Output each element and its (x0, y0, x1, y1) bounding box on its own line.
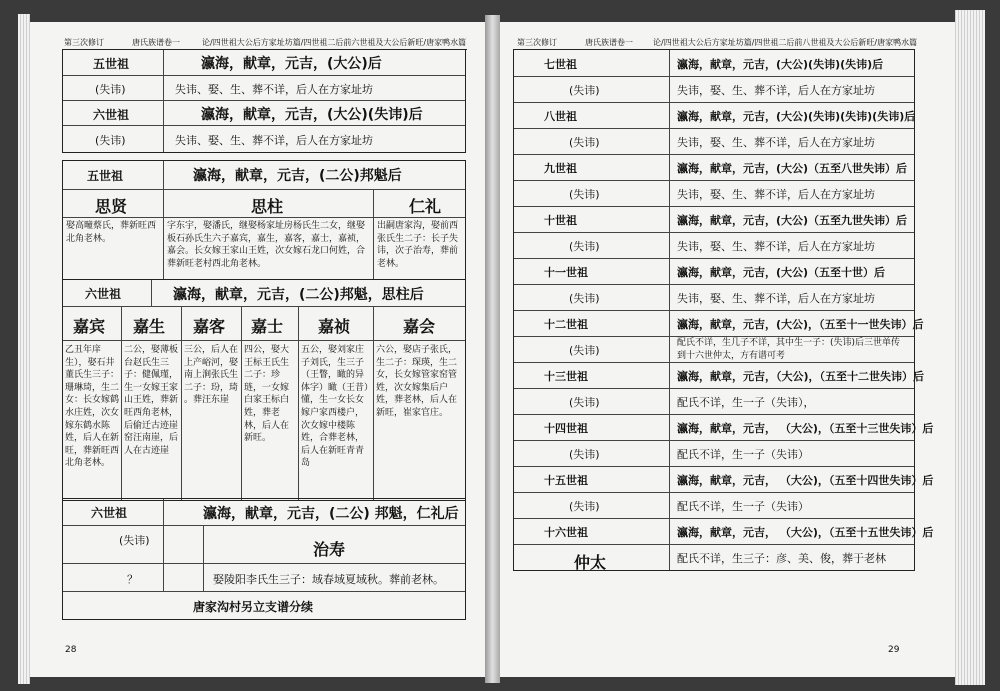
generation-label: 六世祖 (85, 287, 122, 301)
ancestor-name: (失讳) (569, 448, 600, 461)
lineage-text: 瀛海，献章，元吉，(大公)后 (201, 56, 382, 72)
ancestor-name: 嘉士 (251, 317, 284, 336)
ancestor-description: 六公，娶店子张氏，生二子：琛瑛，生二女，长女嫁管家窑管姓，次女嫁集后户姓，葬老林，后人在新旺，崔家官庄。 (376, 345, 458, 418)
ancestor-name: (失讳) (119, 534, 150, 547)
lineage-text: 瀛海，献章，元吉，(大公)(失讳)后 (201, 107, 423, 123)
ancestor-name: (失讳) (569, 396, 600, 409)
generation-table-3 (62, 279, 466, 501)
lineage-text: 瀛海，献章，元吉，(大公)（五至八世失讳）后 (677, 162, 908, 175)
ancestor-note: 配氏不详，生一子（失讳）， (677, 396, 815, 409)
ancestor-note: 失讳，娶、生、葬不详，后人在方家址坊 (677, 292, 875, 305)
ancestor-name: (失讳) (569, 500, 600, 513)
generation-label: 十四世祖 (544, 422, 588, 435)
generation-label: 十一世祖 (544, 266, 588, 279)
generation-label: 六世祖 (93, 108, 130, 122)
ancestor-note: 配氏不详，生几子不详，其中生一子：(失讳)后三世单传到十六世仲太，方有谱可考 (677, 338, 901, 361)
ancestor-description: 五公，娶刘家庄子刘氏，生三子（王瞥，瞰的异体字）瞰（王昔）懂，生一女长女嫁户家西楼户，次女嫁中楼陈姓，合葬老林，后人在新旺青青岛 (301, 345, 369, 469)
ancestor-name: 嘉会 (403, 317, 436, 336)
ancestor-description: 乙丑年庠生），娶石井董氏生三子：珊琳琦，生二女：长女嫁鹤水庄姓，次女嫁东鹤水陈姓，后人在新旺，葬新旺西北角老林。 (65, 345, 120, 469)
ancestor-note: 失讳，娶、生、葬不详，后人在方家址坊 (677, 188, 875, 201)
ancestor-description: 四公，娶大王标王氏生二子：珍琏，一女嫁白家王标白姓，葬老林，后人在新旺。 (244, 345, 290, 444)
branch-note: 唐家沟村另立支谱分续 (193, 600, 314, 614)
generation-label: 五世祖 (87, 169, 124, 183)
ancestor-name: 思柱 (251, 197, 284, 216)
ancestor-name: (失讳) (569, 136, 600, 149)
ancestor-description: 字东宇，娶潘氏，继娶杨家址房杨氏生二女，继娶板石孙氏生六子嘉宾，嘉生，嘉客，嘉士，嘉祯，嘉会。长女嫁王家山王姓，次女嫁石龙口何姓，合葬新旺老村西北角老林。 (167, 221, 366, 269)
page-stack-right (955, 10, 985, 685)
lineage-text: 瀛海，献章，元吉，(大公)（五至十世）后 (677, 266, 886, 279)
header-volume: 唐氏族谱卷一 (585, 38, 633, 47)
generation-table-2 (62, 160, 466, 280)
ancestor-note: 失讳、娶、生、葬不详，后人在方家址坊 (175, 83, 373, 96)
ancestor-name: 嘉客 (193, 317, 226, 336)
ancestor-note: 失讳，娶、生、葬不详，后人在方家址坊 (677, 136, 875, 149)
generation-label: 十六世祖 (544, 526, 588, 539)
ancestor-description: 娶高疃蔡氏，葬新旺西北角老林。 (66, 221, 157, 244)
generation-label: 十三世祖 (544, 370, 588, 383)
lineage-text: 瀛海，献章，元吉，(二公)邦魁后 (193, 168, 402, 184)
right-running-header (515, 36, 918, 50)
ancestor-name: 嘉生 (133, 317, 166, 336)
generation-label: 十世祖 (544, 214, 577, 227)
generation-label: 十五世祖 (544, 474, 588, 487)
page-number: 29 (888, 645, 900, 655)
lineage-text: 瀛海，献章，元吉，(二公)邦魁，思柱后 (173, 287, 424, 303)
generation-table-1 (62, 49, 466, 153)
generation-label: 九世祖 (544, 162, 577, 175)
lineage-text: 瀛海，献章，元吉，(大公)(失讳)(失讳)后 (677, 58, 884, 71)
ancestor-name: 嘉宾 (73, 317, 106, 336)
generation-label: 五世祖 (93, 57, 130, 71)
ancestor-name: 仲太 (574, 553, 607, 572)
right-page (500, 22, 955, 677)
ancestor-note: 配氏不详，生三子：彦、美、俊，葬于老林 (677, 552, 886, 565)
lineage-text: 瀛海，献章，元吉，(二公) 邦魁，仁礼后 (203, 506, 459, 522)
generation-table-4 (62, 498, 466, 620)
ancestor-name: 仁礼 (409, 197, 442, 216)
ancestor-description: 三公，后人在上产峪河，娶南上涧张氏生二子：玢，琦 。葬汪东崖 (184, 345, 239, 406)
ancestor-name: (失讳) (569, 188, 600, 201)
header-volume: 唐氏族谱卷一 (132, 38, 180, 47)
ancestor-description: 娶陵阳李氏生三子：域春域夏域秋。葬前老林。 (213, 573, 444, 586)
generation-label: 八世祖 (544, 110, 577, 123)
lineage-text: 瀛海，献章，元吉， （大公)，（五至十五世失讳）后 (677, 526, 934, 539)
header-chapter: 论/四世祖大公后方家址坊篇/四世祖二后前六世祖及大公后新旺/唐家鸭水篇 (202, 38, 467, 47)
ancestor-name: 嘉祯 (318, 317, 351, 336)
lineage-text: 瀛海，献章，元吉，(大公)(失讳)(失讳)(失讳)后 (677, 110, 916, 123)
page-stack-left (18, 14, 30, 684)
ancestor-note: 失讳、娶、生、葬不详，后人在方家址坊 (175, 134, 373, 147)
generation-label: 六世祖 (91, 506, 128, 520)
left-page (30, 22, 485, 677)
ancestor-name: 治寿 (313, 540, 346, 559)
header-revision: 第三次修订 (517, 38, 557, 47)
generation-table-right (513, 49, 934, 572)
left-running-header (62, 36, 467, 50)
ancestor-name: (失讳) (569, 292, 600, 305)
ancestor-description: 出嗣唐家沟，娶前西张氏生二子：长子失讳，次子治寿，葬前老林。 (377, 221, 459, 269)
lineage-text: 瀛海，献章，元吉， （大公)，（五至十四世失讳）后 (677, 474, 934, 487)
ancestor-name: 思贤 (95, 197, 128, 216)
generation-label: 十二世祖 (544, 318, 588, 331)
ancestor-name: (失讳) (569, 240, 600, 253)
header-chapter: 论/四世祖大公后方家址坊篇/四世祖二后前八世祖及大公后新旺/唐家鸭水篇 (653, 38, 918, 47)
ancestor-name: (失讳) (569, 344, 600, 357)
ancestor-name: (失讳) (95, 83, 126, 96)
page-number: 28 (65, 645, 77, 655)
generation-label: 七世祖 (544, 58, 577, 71)
lineage-text: 瀛海，献章，元吉，（大公)，（五至十二世失讳）后 (677, 370, 925, 383)
book-spine (485, 15, 500, 683)
lineage-text: 瀛海，献章，元吉，(大公)（五至九世失讳）后 (677, 214, 908, 227)
ancestor-note: 配氏不详，生一子（失讳） (677, 500, 809, 513)
ancestor-description: 二公，娶薄板台赵氏生三子：健佩瑾，生一女嫁王家山王姓，葬新旺西角老林，后偷迁古迹崖窑汪南崖，后人在古迹崖 (124, 345, 179, 456)
header-revision: 第三次修订 (64, 38, 104, 47)
ancestor-name: ？ (127, 573, 138, 586)
ancestor-name: (失讳) (95, 134, 126, 147)
ancestor-note: 配氏不详，生一子（失讳） (677, 448, 809, 461)
lineage-text: 瀛海，献章，元吉，(大公)，（五至十一世失讳）后 (677, 318, 924, 331)
lineage-text: 瀛海，献章，元吉， （大公)，（五至十三世失讳）后 (677, 422, 934, 435)
ancestor-note: 失讳，娶、生、葬不详，后人在方家址坊 (677, 240, 875, 253)
ancestor-note: 失讳，娶、生、葬不详，后人在方家址坊 (677, 84, 875, 97)
ancestor-name: (失讳) (569, 84, 600, 97)
